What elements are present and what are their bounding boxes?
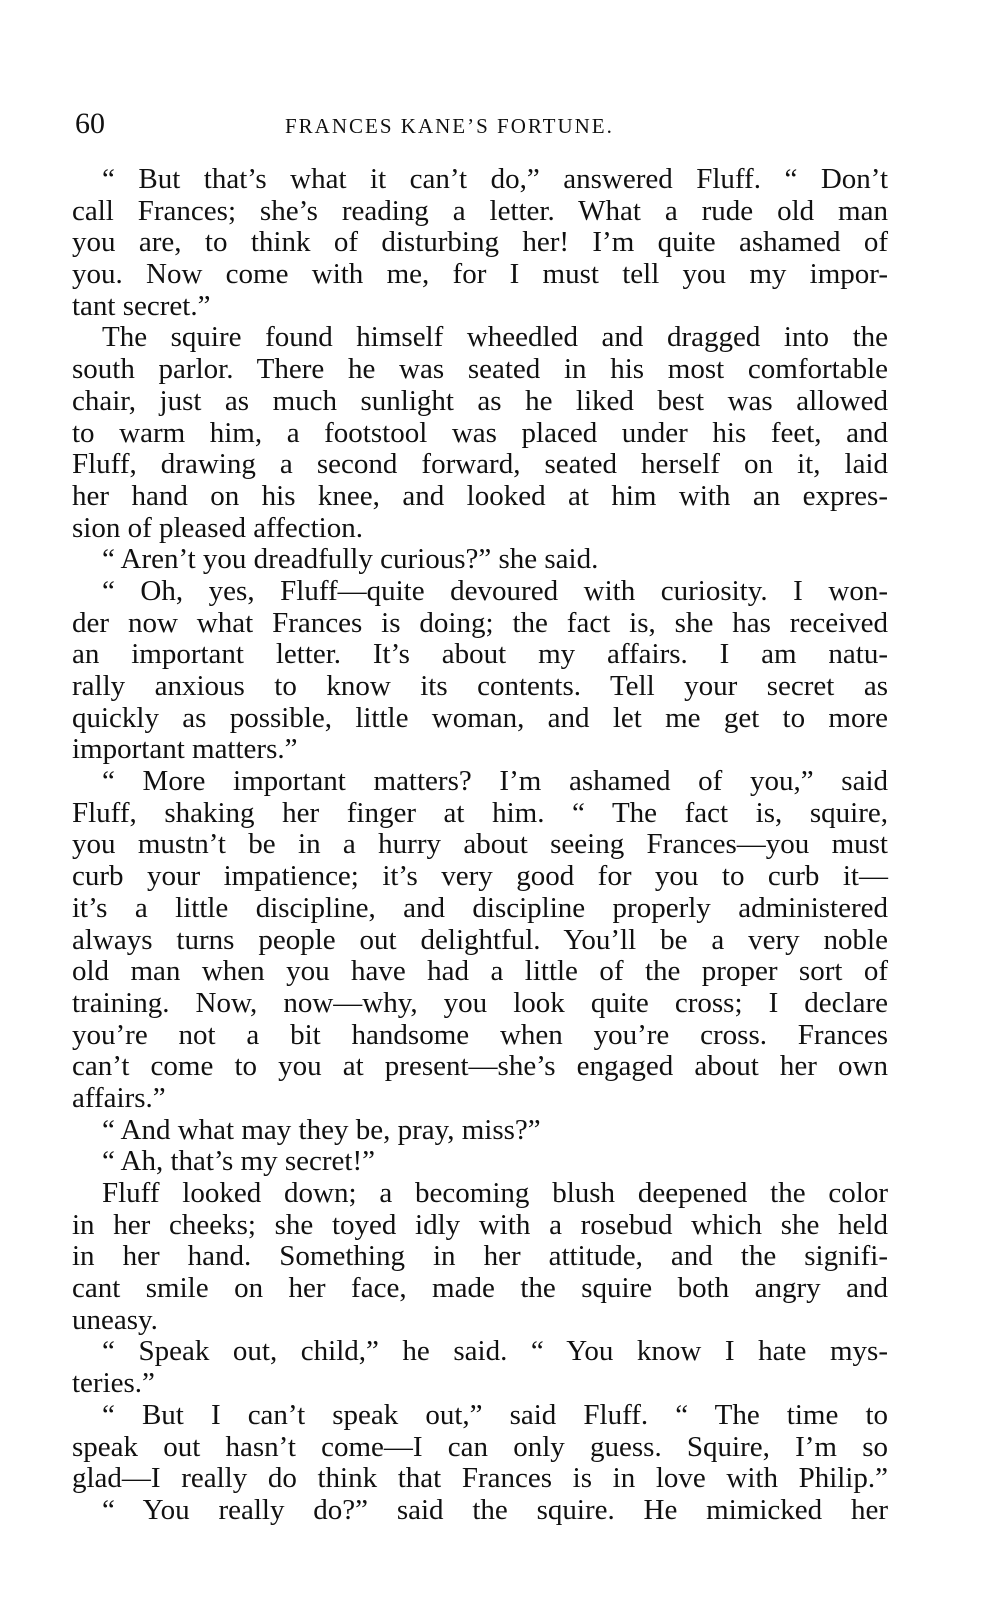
text-line: always turns people out delightful. You’ll be a very noble [72, 923, 888, 956]
text-line: you are, to think of disturbing her! I’m quite ashamed of [72, 226, 888, 259]
text-line: der now what Frances is doing; the fact is, she has received [72, 606, 888, 639]
text-line: an important letter. It’s about my affairs. I am natu- [72, 638, 888, 671]
text-line: it’s a little discipline, and discipline properly administered [72, 891, 888, 924]
text-line: curb your impatience; it’s very good for you to curb it— [72, 860, 888, 893]
text-line: sion of pleased affection. [72, 511, 363, 544]
text-line: you’re not a bit handsome when you’re cross. Frances [72, 1018, 888, 1051]
text-line: “ You really do?” said the squire. He mimicked her [102, 1493, 888, 1526]
text-line: Fluff looked down; a becoming blush deepened the color [102, 1177, 888, 1209]
text-line: Fluff, shaking her finger at him. “ The fact is, squire, [72, 796, 888, 829]
text-line: speak out hasn’t come—I can only guess. Squire, I’m so [72, 1430, 888, 1463]
text-line: Fluff, drawing a second forward, seated herself on it, laid [72, 448, 888, 481]
text-line: important matters.” [72, 733, 298, 766]
text-line: cant smile on her face, made the squire both angry and [72, 1272, 888, 1305]
text-line: “ More important matters? I’m ashamed of you,” said [102, 765, 888, 798]
text-line: you mustn’t be in a hurry about seeing Frances—you must [72, 828, 888, 861]
text-line: glad—I really do think that Frances is in love with Philip.” [72, 1462, 888, 1495]
text-line: chair, just as much sunlight as he liked best was allowed [72, 384, 888, 417]
text-line: you. Now come with me, for I must tell you my impor- [72, 258, 888, 291]
text-line: in her cheeks; she toyed idly with a rosebud which she held [72, 1208, 888, 1241]
text-line: training. Now, now—why, you look quite cross; I declare [72, 986, 888, 1019]
text-line: teries.” [72, 1367, 155, 1400]
text-line: to warm him, a footstool was placed under his feet, and [72, 416, 888, 449]
text-line: south parlor. There he was seated in his most comfortable [72, 353, 888, 386]
text-line: “ But I can’t speak out,” said Fluff. “ The time to [102, 1398, 888, 1431]
text-line: “ And what may they be, pray, miss?” [102, 1113, 541, 1146]
text-line: call Frances; she’s reading a letter. What a rude old man [72, 194, 888, 227]
text-line: “ Oh, yes, Fluff—quite devoured with curiosity. I won- [102, 574, 888, 607]
text-line: “ Ah, that’s my secret!” [102, 1145, 375, 1178]
body-text [72, 164, 888, 1527]
running-title: FRANCES KANE’S FORTUNE. [285, 114, 614, 138]
text-line: in her hand. Something in her attitude, and the signifi- [72, 1240, 888, 1273]
page-header [75, 104, 887, 144]
text-line: her hand on his knee, and looked at him with an expres- [72, 479, 888, 512]
text-line: old man when you have had a little of the proper sort of [72, 955, 888, 988]
text-line: The squire found himself wheedled and dragged into the [102, 321, 888, 354]
page-number: 60 [75, 107, 105, 140]
text-line: uneasy. [72, 1303, 158, 1336]
text-line: affairs.” [72, 1081, 166, 1114]
text-line: can’t come to you at present—she’s engaged about her own [72, 1050, 888, 1083]
text-line: “ Speak out, child,” he said. “ You know I hate mys- [102, 1335, 888, 1368]
text-line: “ Aren’t you dreadfully curious?” she said. [102, 543, 599, 576]
text-line: “ But that’s what it can’t do,” answered Fluff. “ Don’t [102, 163, 888, 195]
text-line: tant secret.” [72, 289, 211, 322]
text-line: rally anxious to know its contents. Tell your secret as [72, 670, 888, 702]
text-line: quickly as possible, little woman, and let me get to more [72, 701, 888, 734]
